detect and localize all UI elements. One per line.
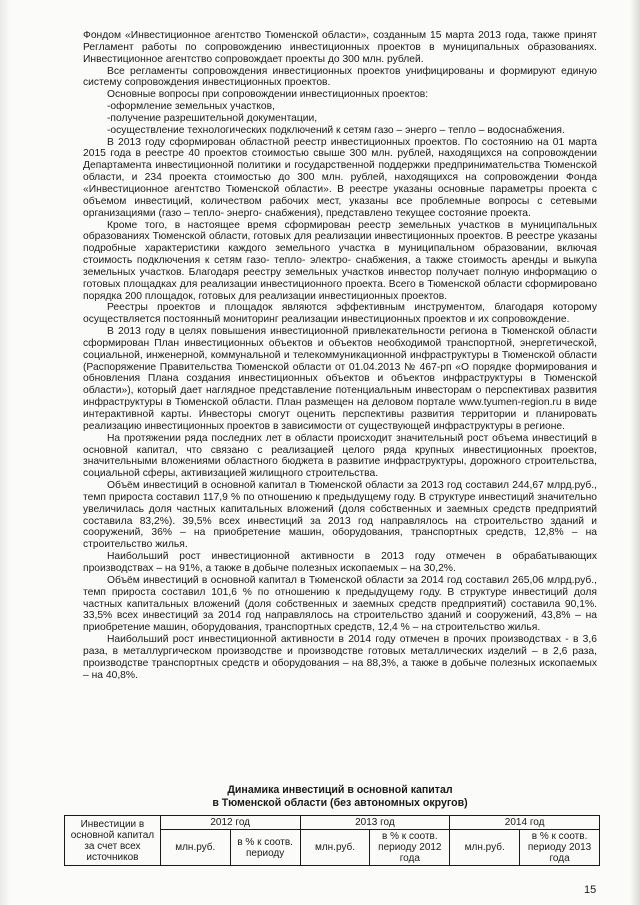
list-item: -осуществление технологических подключений к сетям газо – энерго – тепло – водоснабжения. xyxy=(107,124,565,136)
table-header-cell: в % к соотв. периоду 2012 года xyxy=(370,830,450,866)
body-text xyxy=(83,30,597,681)
table-header-cell: млн.руб. xyxy=(160,830,230,866)
table-header-cell: Инвестиции в основной капитал за счет всех источников xyxy=(65,816,161,866)
paragraph: Все регламенты сопровождения инвестиционных проектов унифицированы и формируют единую систему сопровождения инвестиционных проектов. xyxy=(83,65,597,89)
paragraph: Объём инвестиций в основной капитал в Тюменской области за 2014 год составил 265,06 млрд.руб., темп прироста составил 101,6 % по отношению к предыдущему году. В структуре инвестиций доля частных капитальных вложений (доля собственных и заемных средств предприятий) составила 90,1%. 33,5% всех инвестиций за 2014 год направлялось на строительство зданий и сооружений, 43,8% – на приобретение машин, оборудования, транспортных средств, 12,4 % – на строительство жилья. xyxy=(83,574,597,634)
paragraph: В 2013 году в целях повышения инвестиционной привлекательности региона в Тюменской области сформирован План инвестиционных объектов и объектов необходимой транспортной, энергетической, социальной, инженерной, коммунальной и телекоммуникационной инфраструктуры в Тюменской области (Распоряжение Правительства Тюменской области от 01.04.2013 № 467-рп «О порядке формирования и обновления Плана создания инвестиционных объектов и объектов инфраструктуры в Тюменской области»), который дает наглядное представление потенциальным инвесторам о перспективах развития инфраструктуры в Тюменской области. План размещен на деловом портале www.tyumen-region.ru в виде интерактивной карты. Инвесторы смогут оценить перспективы развития территории и планировать реализацию инвестиционных проектов в зависимости от существующей инфраструктуры в регионе. xyxy=(83,326,597,432)
table-header-cell: 2012 год xyxy=(160,816,300,830)
table-header-cell: млн.руб. xyxy=(450,830,520,866)
scan-edge-left xyxy=(0,0,10,905)
list-item: -получение разрешительной документации, xyxy=(107,112,318,124)
paragraph: Наибольший рост инвестиционной активности в 2014 году отмечен в прочих производствах - в 3,6 раза, в металлургическом производстве и производстве готовых металлических изделий – в 2,6 раза, производстве транспортных средств и оборудования – на 88,3%, а также в добыче полезных ископаемых – на 40,8%. xyxy=(83,634,597,681)
table-title-line: в Тюменской области (без автономных округов) xyxy=(212,796,468,809)
table-header-cell: 2014 год xyxy=(450,816,600,830)
page-number: 15 xyxy=(584,884,597,896)
paragraph: Объём инвестиций в основной капитал в Тюменской области за 2013 год составил 244,67 млрд.руб., темп прироста составил 117,9 % по отношению к предыдущему году. В структуре инвестиций значительно увеличилась доля частных капитальных вложений (доля собственных и заемных средств предприятий составила 83,2%). 39,5% всех инвестиций за 2013 год направлялось на строительство зданий и сооружений, 36% – на приобретение машин, оборудования, транспортных средств, 12,8% – на строительство жилья. xyxy=(83,480,597,551)
scan-edge-right xyxy=(630,0,640,905)
table-header-cell: 2013 год xyxy=(300,816,450,830)
list-item: -оформление земельных участков, xyxy=(107,101,275,113)
table-header-cell: в % к соотв. периоду 2013 года xyxy=(520,830,600,866)
paragraph: Реестры проектов и площадок являются эффективным инструментом, благодаря которому осуществляется постоянный мониторинг реализации инвестиционных проектов и их сопровождение. xyxy=(83,302,597,326)
table-title-line: Динамика инвестиций в основной капитал xyxy=(227,784,453,796)
table-header-cell: млн.руб. xyxy=(300,830,370,866)
table-title xyxy=(83,784,597,809)
paragraph: Основные вопросы при сопровождении инвестиционных проектов: xyxy=(107,89,429,101)
paragraph: На протяжении ряда последних лет в области происходит значительный рост объема инвестиций в основной капитал, что связано с реализацией целого ряда крупных инвестиционных проектов, значительными вложениями областного бюджета в развитие инфраструктуры, дорожного строительства, социальной сферы, активизацией жилищного строительства. xyxy=(83,432,597,480)
paragraph: Наибольший рост инвестиционной активности в 2013 году отмечен в обрабатывающих производствах – на 91%, а также в добыче полезных ископаемых – на 30,2%. xyxy=(83,551,597,574)
paragraph: Фондом «Инвестиционное агентство Тюменской области», созданным 15 марта 2013 года, также принят Регламент работы по сопровождению инвестиционных проектов в муниципальных образованиях. Инвестиционное агентство сопровождает проекты до 300 млн. рублей. xyxy=(83,30,597,65)
investment-table xyxy=(64,815,600,866)
table-header-cell: в % к соотв. периоду xyxy=(230,830,300,866)
paragraph: Кроме того, в настоящее время сформирован реестр земельных участков в муниципальных образованиях Тюменской области, готовых для реализации инвестиционных проектов. В реестре указаны подробные характеристики каждого земельного участка в муниципальном образовании, включая стоимость подключения к сетям газо- тепло- электро- снабжения, а также стоимость аренды и выкупа земельных участков. Благодаря реестру земельных участков инвестор получает полную информацию о готовых площадках для реализации инвестиционного проекта. Всего в Тюменской области сформировано порядка 200 площадок, готовых для реализации инвестиционных проектов. xyxy=(83,219,597,302)
paragraph: В 2013 году сформирован областной реестр инвестиционных проектов. По состоянию на 01 марта 2015 года в реестре 40 проектов стоимостью свыше 300 млн. рублей, находящихся на сопровождении Департамента инвестиционной политики и государственной поддержки предпринимательства Тюменской области, и 234 проекта стоимостью до 300 млн. рублей, находящихся на сопровождении Фонда «Инвестиционное агентство Тюменской области». В реестре указаны основные параметры проекта с объемом инвестиций, количеством рабочих мест, указаны все проблемные вопросы с сетевыми организациями (газо – тепло- энерго- снабжения), представлено текущее состояние проекта. xyxy=(83,136,597,219)
table-header-row xyxy=(65,816,600,830)
